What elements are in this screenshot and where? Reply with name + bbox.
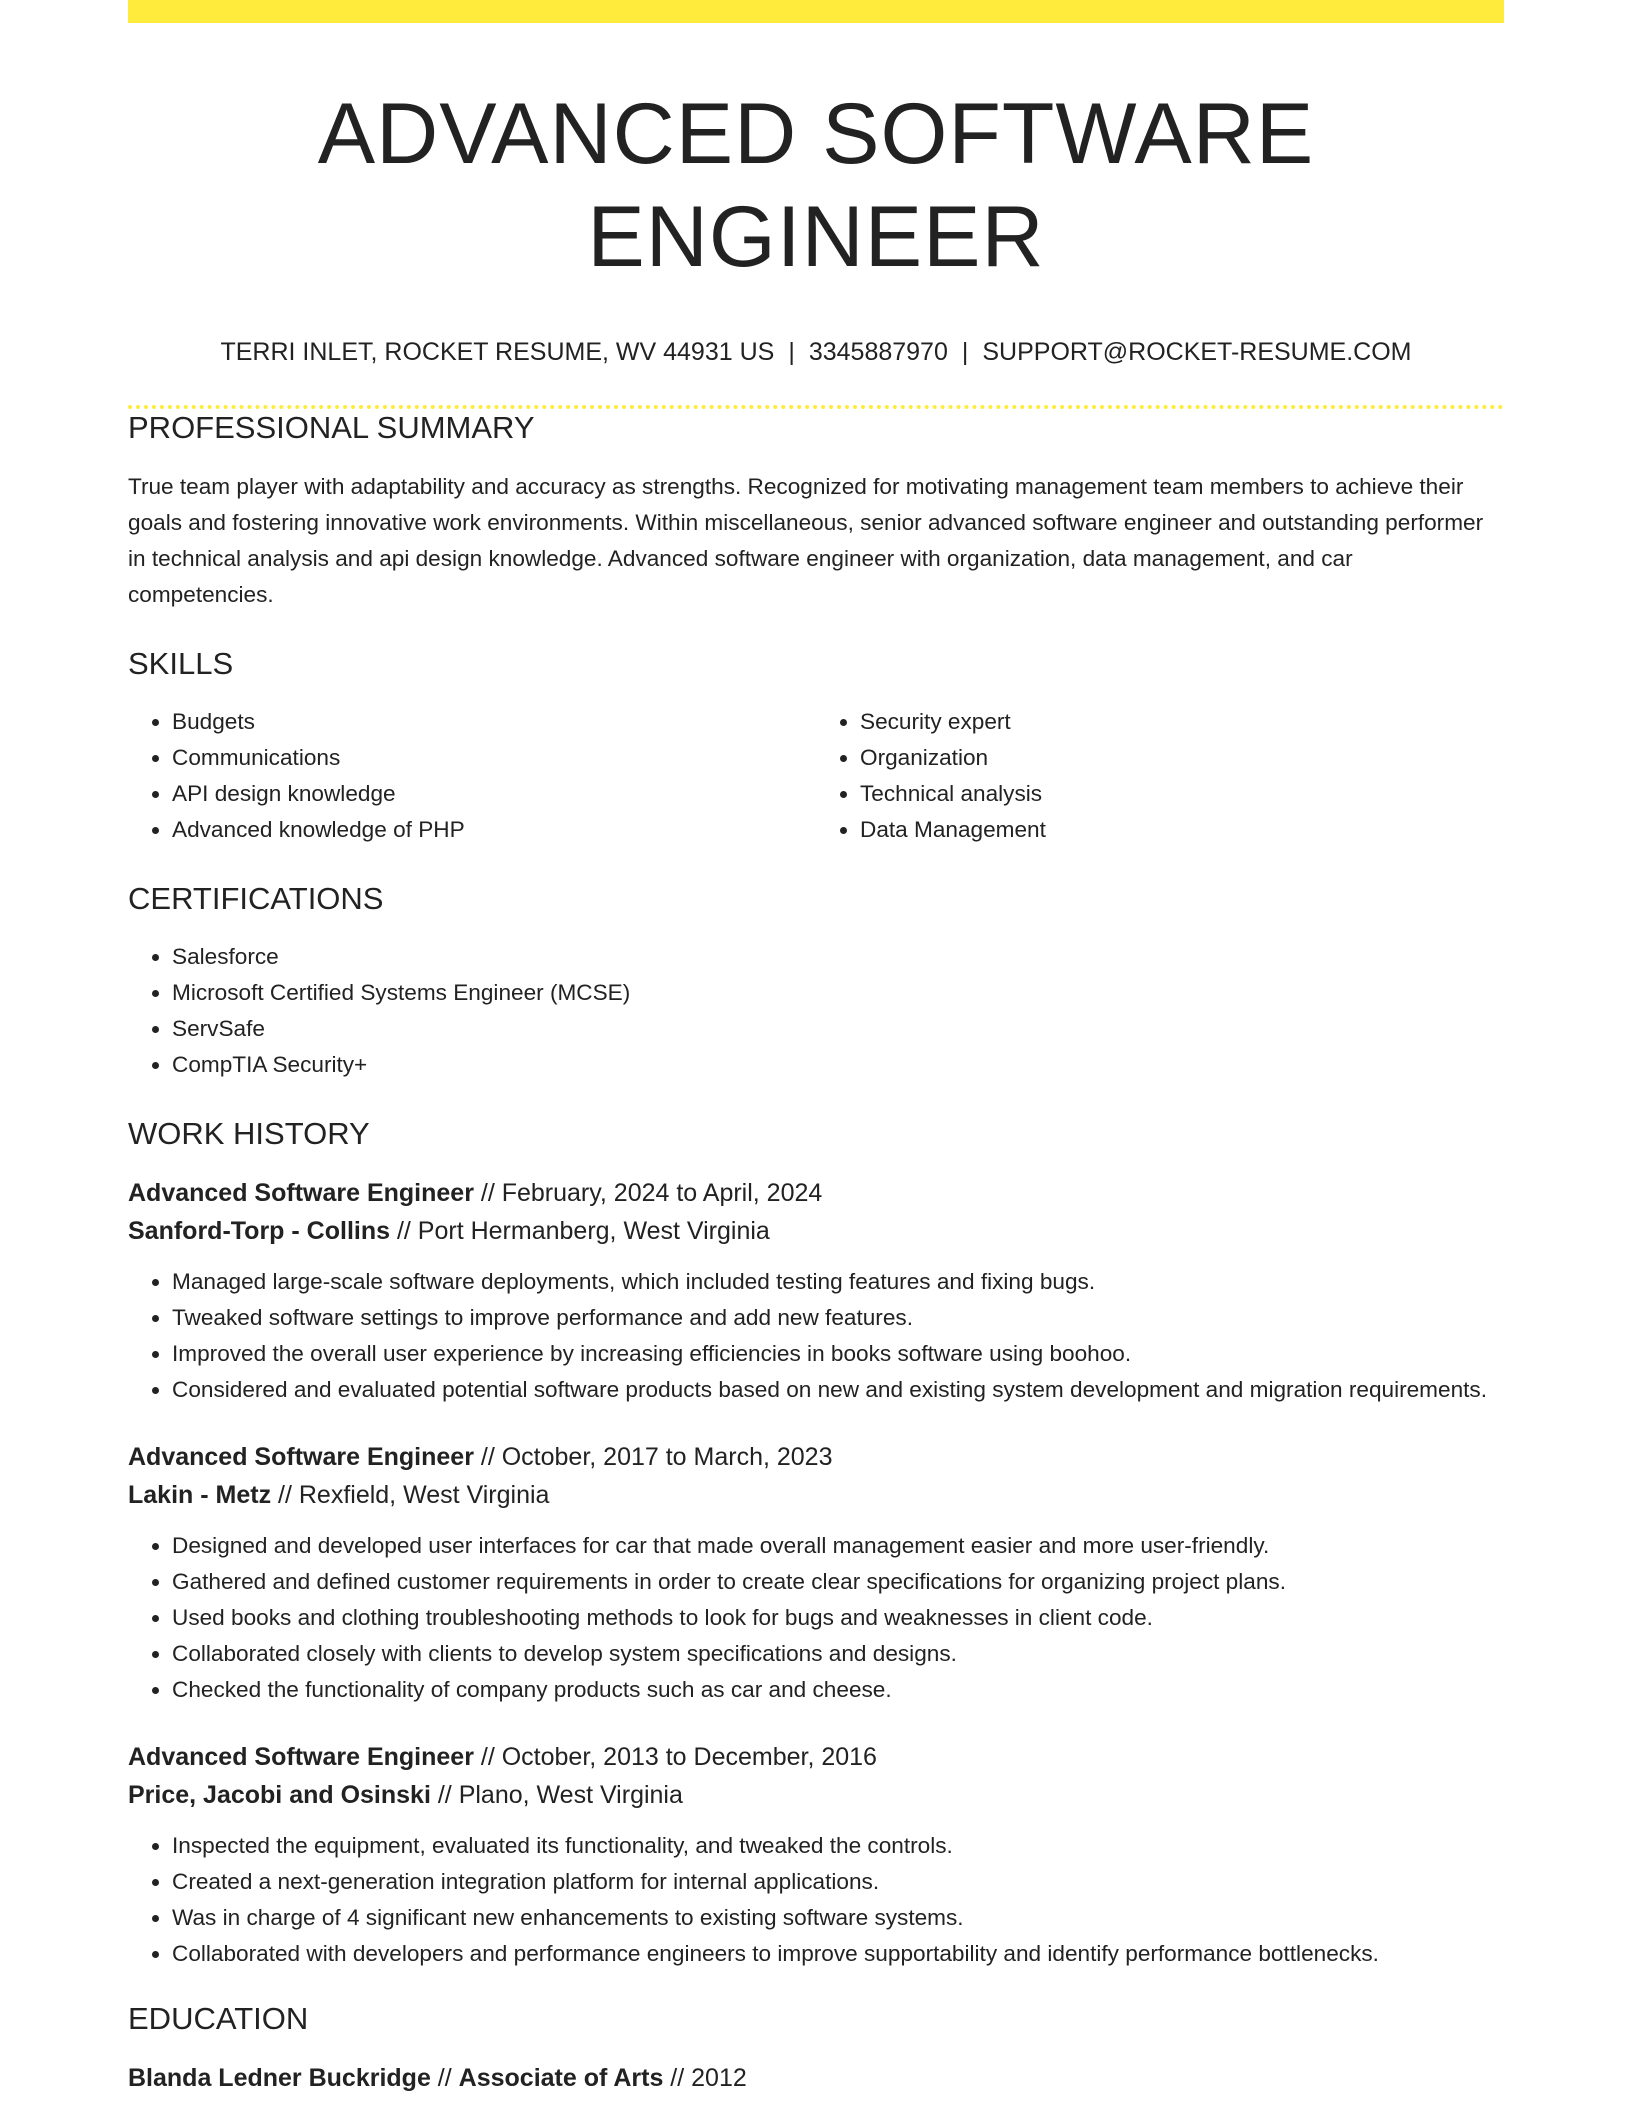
job-dates: // October, 2017 to March, 2023	[473, 1443, 833, 1472]
education-school: Blanda Ledner Buckridge	[128, 2064, 431, 2093]
job-bullet: • Was in charge of 4 significant new enhancements to existing software systems.	[172, 1900, 1504, 1936]
resume-page	[128, 0, 1504, 2097]
job-location: // Plano, West Virginia	[430, 1781, 683, 1810]
job-bullet: • Managed large-scale software deployments, which included testing features and fixing bugs.	[172, 1264, 1504, 1300]
education-degree: Associate of Arts	[458, 2064, 664, 2093]
job-bullet: • Improved the overall user experience by increasing efficiencies in books software using boohoo.	[172, 1336, 1504, 1372]
contact-email: SUPPORT@ROCKET-RESUME.COM	[982, 338, 1412, 367]
contact-phone: 3345887970	[808, 338, 948, 367]
skill-item: • Organization	[860, 740, 1504, 776]
job-company-line	[128, 1776, 1504, 1814]
job-bullet: • Considered and evaluated potential software products based on new and existing system development and migration requirements.	[172, 1372, 1504, 1408]
skill-item: • Advanced knowledge of PHP	[172, 812, 816, 848]
job-dates: // February, 2024 to April, 2024	[473, 1179, 823, 1208]
job-bullet: • Used books and clothing troubleshooting methods to look for bugs and weaknesses in client code.	[172, 1600, 1504, 1636]
job-bullet: • Created a next-generation integration platform for internal applications.	[172, 1864, 1504, 1900]
skill-item: • Technical analysis	[860, 776, 1504, 812]
education-line: Blanda Ledner Buckridge // Associate of Arts // 2012	[128, 2064, 747, 2093]
job-bullet: • Collaborated with developers and performance engineers to improve supportability and identify performance bottlenecks.	[172, 1936, 1504, 1972]
job-bullet: • Collaborated closely with clients to develop system specifications and designs.	[172, 1636, 1504, 1672]
job-role: Advanced Software Engineer	[128, 1443, 474, 1472]
skills-list-left	[128, 704, 816, 848]
certifications-heading: CERTIFICATIONS	[128, 880, 384, 916]
job-title-line	[128, 1438, 1504, 1476]
job-location: // Port Hermanberg, West Virginia	[390, 1217, 770, 1246]
job-dates: // October, 2013 to December, 2016	[473, 1743, 877, 1772]
job-bullets	[128, 1528, 1504, 1708]
job-company: Lakin - Metz	[128, 1481, 272, 1510]
education-year: 2012	[691, 2064, 747, 2093]
job-bullet: • Gathered and defined customer requirements in order to create clear specifications for organizing project plans.	[172, 1564, 1504, 1600]
certification-item: • Microsoft Certified Systems Engineer (MCSE)	[172, 975, 1504, 1011]
job-entry	[128, 1438, 1504, 1708]
skill-item: • Budgets	[172, 704, 816, 740]
education-heading: EDUCATION	[128, 2001, 309, 2037]
certification-item: • Salesforce	[172, 939, 1504, 975]
summary-text: True team player with adaptability and accuracy as strengths. Recognized for motivating management team members to achieve their goals and fostering innovative work environments. Within miscellaneous, senior advanced software engineer and outstanding performer in technical analysis and api design knowledge. Advanced software engineer with organization, data management, and car competencies.	[128, 473, 1484, 607]
job-company: Price, Jacobi and Osinski	[128, 1781, 431, 1810]
job-company: Sanford-Torp - Collins	[128, 1217, 391, 1246]
contact-address: TERRI INLET, ROCKET RESUME, WV 44931 US	[220, 338, 775, 367]
contact-line	[128, 337, 1504, 367]
contact-separator: |	[961, 338, 969, 367]
skill-item: • API design knowledge	[172, 776, 816, 812]
certification-item: • ServSafe	[172, 1011, 1504, 1047]
skills-heading: SKILLS	[128, 645, 234, 681]
resume-title: ADVANCED SOFTWARE ENGINEER	[317, 86, 1315, 286]
job-location: // Rexfield, West Virginia	[271, 1481, 550, 1510]
skill-item: • Data Management	[860, 812, 1504, 848]
certifications-list	[128, 939, 1504, 1083]
job-bullet: • Inspected the equipment, evaluated its functionality, and tweaked the controls.	[172, 1828, 1504, 1864]
work-history-heading: WORK HISTORY	[128, 1115, 370, 1151]
job-company-line	[128, 1212, 1504, 1250]
job-role: Advanced Software Engineer	[128, 1179, 474, 1208]
job-company-line	[128, 1476, 1504, 1514]
job-bullet: • Checked the functionality of company products such as car and cheese.	[172, 1672, 1504, 1708]
job-bullets	[128, 1264, 1504, 1408]
contact-separator: |	[788, 338, 795, 367]
skill-item: • Communications	[172, 740, 816, 776]
job-bullets	[128, 1828, 1504, 1972]
certification-item: • CompTIA Security+	[172, 1047, 1504, 1083]
job-title-line	[128, 1174, 1504, 1212]
skills-list-right	[816, 704, 1504, 848]
skills-grid	[128, 704, 1504, 848]
job-bullet: • Designed and developed user interfaces for car that made overall management easier and more user-friendly.	[172, 1528, 1504, 1564]
job-title-line	[128, 1738, 1504, 1776]
job-entry	[128, 1174, 1504, 1408]
accent-bar	[128, 0, 1504, 23]
job-entry	[128, 1738, 1504, 1972]
summary-heading: PROFESSIONAL SUMMARY	[128, 410, 535, 446]
job-bullet: • Tweaked software settings to improve performance and add new features.	[172, 1300, 1504, 1336]
job-role: Advanced Software Engineer	[128, 1743, 474, 1772]
skill-item: • Security expert	[860, 704, 1504, 740]
